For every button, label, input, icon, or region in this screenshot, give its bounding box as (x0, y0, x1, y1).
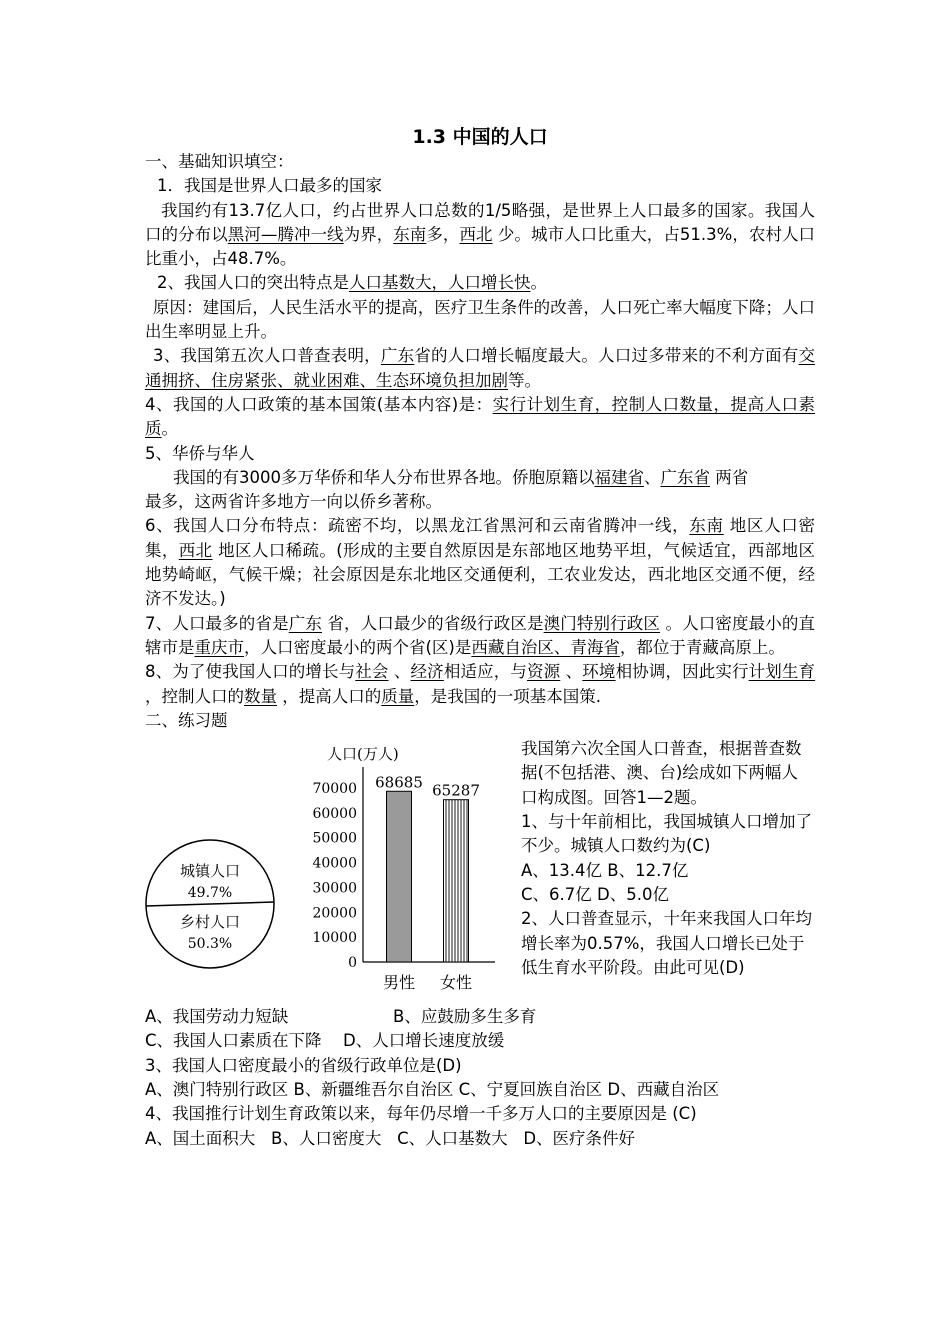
ex3-options: A、澳门特别行政区 B、新疆维吾尔自治区 C、宁夏回族自治区 D、西藏自治区 (145, 1080, 720, 1100)
y-tick-label: 20000 (312, 905, 357, 922)
ex2-options-row-2 (145, 1029, 815, 1053)
q6-text: 6、我国人口分布特点：疏密不均，以黑龙江省黑河和云南省腾冲一线，东南 地区人口密集，西北 地区人口稀疏。(形成的主要自然原因是东部地区地势平坦，气候适宜，西部地区地势崎岖，气候干燥；社会原因是东北地区交通便利，工农业发达，西北地区交通不便，经济不发达。) (145, 516, 816, 609)
y-tick-label: 70000 (312, 781, 357, 798)
page-title: 1.3 中国的人口 (412, 126, 548, 148)
section-heading-2: 二、练习题 (145, 710, 228, 730)
ex3-question: 3、我国人口密度最小的省级行政单位是(D) (145, 1055, 462, 1075)
exercise-intro-block (521, 737, 813, 980)
answer: 数量 (244, 686, 277, 706)
answer: 人口基数大，人口增长快 (349, 273, 531, 293)
ex2-option-d: D、人口增长速度放缓 (343, 1031, 505, 1051)
q1-text: 我国约有13.7亿人口，约占世界人口总数的1/5略强，是世界上人口最多的国家。我国人口的分布以黑河—腾冲一线为界，东南多，西北 少。城市人口比重大，占51.3%，农村人口比重小，占48.7%。 (145, 200, 816, 269)
q2-text: 2、我国人口的突出特点是人口基数大，人口增长快。 (157, 273, 547, 293)
answer: 交通拥挤、住房紧张、就业困难、生态环境负担加剧 (145, 346, 816, 390)
ex2-option-a: A、我国劳动力短缺 (145, 1007, 289, 1027)
answer: 西藏自治区、青海省 (471, 637, 620, 657)
y-axis-label: 人口(万人) (327, 745, 399, 764)
ex4-options: A、国土面积大 B、人口密度大 C、人口基数大 D、医疗条件好 (145, 1128, 636, 1148)
q5-heading: 5、华侨与华人 (145, 443, 255, 463)
y-tick-label: 0 (348, 955, 357, 972)
q7-text: 7、人口最多的省是广东 省，人口最少的省级行政区是澳门特别行政区 。人口密度最小的直辖市是重庆市，人口密度最小的两个省(区)是西藏自治区、青海省，都位于青藏高原上。 (145, 613, 816, 657)
pie-top-label: 城镇人口 (179, 862, 241, 881)
pie-top-value: 49.7% (187, 885, 233, 902)
answer: 广东省 (660, 467, 710, 487)
pie-chart (146, 840, 274, 968)
y-tick-label: 30000 (312, 880, 357, 897)
ex2-option-b: B、应鼓励多生多育 (393, 1007, 537, 1027)
answer: 质量 (381, 686, 415, 706)
answer: 东南 (689, 516, 724, 536)
q4-text: 4、我国的人口政策的基本国策(基本内容)是：实行计划生育，控制人口数量，提高人口素质。 (145, 394, 816, 439)
answer: 经济 (410, 662, 444, 682)
bar-chart (312, 745, 495, 992)
ex2-option-c: C、我国人口素质在下降 (145, 1031, 322, 1051)
exercise-intro: 我国第六次全国人口普查，根据普查数据(不包括港、澳、台)绘成如下两幅人口构成图。回答1—2题。 (521, 739, 802, 807)
answer: 福建省 (594, 467, 644, 487)
ex4-question: 4、我国推行计划生育政策以来，每年仍尽增一千多万人口的主要原因是 (C) (145, 1104, 697, 1124)
answer: 黑河—腾冲一线 (227, 224, 344, 244)
y-tick-label: 10000 (312, 930, 357, 947)
answer: 资源 (527, 662, 561, 682)
answer: 广东 (380, 346, 415, 366)
x-category-label: 男性 (382, 973, 416, 993)
q2-reason: 原因：建国后，人民生活水平的提高，医疗卫生条件的改善，人口死亡率大幅度下降；人口出生率明显上升。 (145, 297, 815, 342)
ex1-question: 1、与十年前相比，我国城镇人口增加了不少。城镇人口数约为(C) (521, 812, 812, 856)
y-tick-label: 50000 (312, 830, 357, 847)
answer: 重庆市 (194, 637, 244, 657)
answer: 实行计划生育，控制人口数量，提高人口素质 (145, 394, 816, 439)
q5-text-cont: 最多，这两省许多地方一向以侨乡著称。 (145, 492, 442, 512)
answer: 广东 (288, 613, 322, 633)
bar-female (444, 800, 469, 962)
x-category-label: 女性 (439, 973, 473, 993)
answer: 社会 (355, 662, 389, 682)
pie-bottom-label: 乡村人口 (179, 913, 241, 932)
answer: 计划生育 (748, 662, 816, 682)
answer: 环境 (582, 662, 616, 682)
exercise-figures-row (145, 737, 815, 1007)
q3-text: 3、我国第五次人口普查表明，广东省的人口增长幅度最大。人口过多带来的不利方面有交通拥挤、住房紧张、就业困难、生态环境负担加剧等。 (145, 346, 816, 390)
answer: 澳门特别行政区 (543, 613, 661, 633)
bar-value-label: 68685 (375, 773, 423, 792)
bar-male (387, 791, 412, 962)
figures (145, 737, 521, 1007)
ex2-options-row-1 (145, 1005, 815, 1029)
answer: 西北 (459, 224, 493, 244)
ex1-options-2: C、6.7亿 D、5.0亿 (521, 884, 669, 904)
y-tick-label: 40000 (312, 855, 357, 872)
q5-text: 我国的有3000多万华侨和华人分布世界各地。侨胞原籍以福建省、广东省 两省 (173, 467, 749, 487)
q8-text: 8、为了使我国人口的增长与社会 、经济相适应，与资源 、环境相协调，因此实行计划生育 ，控制人口的数量 ，提高人口的质量，是我国的一项基本国策. (145, 662, 816, 706)
ex2-question: 2、人口普查显示，十年来我国人口年均增长率为0.57%，我国人口增长已处于低生育水平阶段。由此可见(D) (521, 909, 812, 977)
bar-value-label: 65287 (432, 781, 480, 800)
q1-heading: 1．我国是世界人口最多的国家 (157, 176, 382, 196)
pie-bottom-value: 50.3% (187, 936, 233, 953)
answer: 西北 (178, 540, 213, 560)
y-tick-label: 60000 (312, 805, 357, 822)
worksheet-page (145, 124, 815, 1151)
section-heading-1: 一、基础知识填空： (145, 152, 294, 171)
ex1-options-1: A、13.4亿 B、12.7亿 (521, 860, 689, 880)
answer: 东南 (393, 224, 427, 244)
